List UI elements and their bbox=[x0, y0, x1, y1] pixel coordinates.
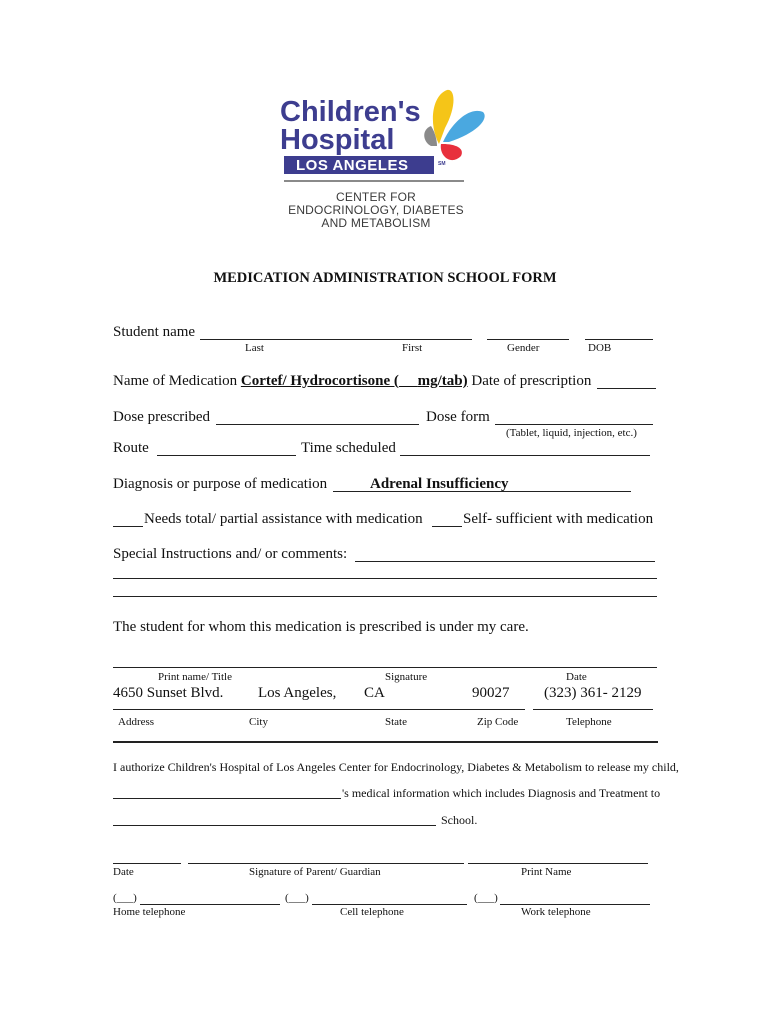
diagnosis-label: Diagnosis or purpose of medication bbox=[113, 476, 328, 492]
home-telephone-caption: Home telephone bbox=[113, 906, 186, 918]
medication-value bbox=[241, 373, 468, 389]
student-name-field[interactable] bbox=[200, 339, 472, 340]
cell-telephone-field[interactable] bbox=[312, 904, 467, 905]
phone-value: (323) 361- 2129 bbox=[544, 685, 642, 701]
logo-rule bbox=[284, 180, 464, 182]
medication-value-name: Cortef/ Hydrocortisone ( bbox=[240, 373, 399, 389]
logo-sub-endo: ENDOCRINOLOGY, DIABETES bbox=[288, 203, 464, 217]
dose-prescribed-label: Dose prescribed bbox=[113, 409, 211, 425]
prescription-date-field[interactable] bbox=[597, 388, 656, 389]
diagnosis-value: Adrenal Insufficiency bbox=[370, 476, 509, 492]
home-telephone-field[interactable] bbox=[140, 904, 280, 905]
last-name-caption: Last bbox=[245, 342, 264, 354]
butterfly-icon bbox=[421, 86, 491, 166]
signature-caption: Signature bbox=[385, 671, 428, 683]
logo-line-childrens: Children's bbox=[280, 96, 421, 128]
work-telephone-field[interactable] bbox=[500, 904, 650, 905]
route-field[interactable] bbox=[157, 455, 296, 456]
route-label: Route bbox=[113, 440, 149, 456]
parent-print-name-caption: Print Name bbox=[521, 866, 572, 878]
address-value: 4650 Sunset Blvd. bbox=[113, 685, 224, 701]
address-caption: Address bbox=[118, 716, 155, 728]
city-value: Los Angeles, bbox=[258, 685, 337, 701]
parent-date-field[interactable] bbox=[113, 863, 181, 864]
logo-line-los-angeles: LOS ANGELES bbox=[296, 157, 409, 174]
logo-line-hospital: Hospital bbox=[280, 124, 395, 156]
form-title: MEDICATION ADMINISTRATION SCHOOL FORM bbox=[213, 270, 557, 286]
address-line[interactable] bbox=[113, 709, 525, 710]
instructions-field-1[interactable] bbox=[355, 561, 655, 562]
dob-field[interactable] bbox=[585, 339, 653, 340]
prescriber-signature-line[interactable] bbox=[113, 667, 657, 668]
state-caption: State bbox=[385, 716, 407, 728]
chla-logo bbox=[276, 86, 476, 236]
student-name-label: Student name bbox=[113, 324, 196, 340]
needs-assistance-label: Needs total/ partial assistance with medication bbox=[144, 511, 423, 527]
gender-field[interactable] bbox=[487, 339, 569, 340]
time-scheduled-field[interactable] bbox=[400, 455, 650, 456]
dose-form-hint: (Tablet, liquid, injection, etc.) bbox=[506, 427, 637, 439]
prescription-date-label: Date of prescription bbox=[471, 373, 592, 389]
parent-print-name-field[interactable] bbox=[468, 863, 648, 864]
instructions-field-2[interactable] bbox=[113, 578, 657, 579]
parent-signature-caption: Signature of Parent/ Guardian bbox=[249, 866, 381, 878]
self-sufficient-label: Self- sufficient with medication bbox=[463, 511, 654, 527]
needs-assistance-check[interactable] bbox=[113, 526, 143, 527]
child-name-field[interactable] bbox=[113, 798, 341, 799]
medication-label: Name of Medication bbox=[113, 373, 238, 389]
city-caption: City bbox=[249, 716, 268, 728]
state-value: CA bbox=[364, 685, 385, 701]
zip-caption: Zip Code bbox=[477, 716, 519, 728]
phone-line[interactable] bbox=[533, 709, 653, 710]
home-area-code: (___) bbox=[113, 892, 137, 904]
authorization-line-3: School. bbox=[441, 813, 478, 827]
first-name-caption: First bbox=[402, 342, 423, 354]
dose-form-label: Dose form bbox=[426, 409, 490, 425]
cell-area-code: (___) bbox=[285, 892, 309, 904]
parent-date-caption: Date bbox=[113, 866, 134, 878]
phone-caption: Telephone bbox=[566, 716, 612, 728]
logo-sub-center: CENTER FOR bbox=[336, 190, 416, 204]
dose-prescribed-field[interactable] bbox=[216, 424, 419, 425]
work-area-code: (___) bbox=[474, 892, 498, 904]
gender-caption: Gender bbox=[507, 342, 540, 354]
logo-sub-metab: AND METABOLISM bbox=[321, 216, 431, 230]
medication-value-unit: mg/tab) bbox=[417, 373, 468, 389]
time-scheduled-label: Time scheduled bbox=[301, 440, 396, 456]
self-sufficient-check[interactable] bbox=[432, 526, 462, 527]
date-caption: Date bbox=[566, 671, 587, 683]
cell-telephone-caption: Cell telephone bbox=[340, 906, 404, 918]
print-name-title-caption: Print name/ Title bbox=[158, 671, 232, 683]
instructions-label: Special Instructions and/ or comments: bbox=[113, 546, 348, 562]
work-telephone-caption: Work telephone bbox=[521, 906, 591, 918]
section-divider bbox=[113, 741, 658, 743]
zip-value: 90027 bbox=[472, 685, 510, 701]
authorization-line-2: 's medical information which includes Diagnosis and Treatment to bbox=[342, 786, 661, 800]
authorization-line-1: I authorize Children's Hospital of Los Angeles Center for Endocrinology, Diabetes & Metabolism to release my child, bbox=[113, 760, 679, 774]
instructions-field-3[interactable] bbox=[113, 596, 657, 597]
medication-row bbox=[113, 373, 591, 390]
parent-signature-field[interactable] bbox=[188, 863, 464, 864]
logo-sm-mark: SM bbox=[438, 161, 446, 167]
dob-caption: DOB bbox=[588, 342, 612, 354]
school-name-field[interactable] bbox=[113, 825, 436, 826]
care-statement: The student for whom this medication is prescribed is under my care. bbox=[113, 619, 529, 635]
dose-form-field[interactable] bbox=[495, 424, 653, 425]
